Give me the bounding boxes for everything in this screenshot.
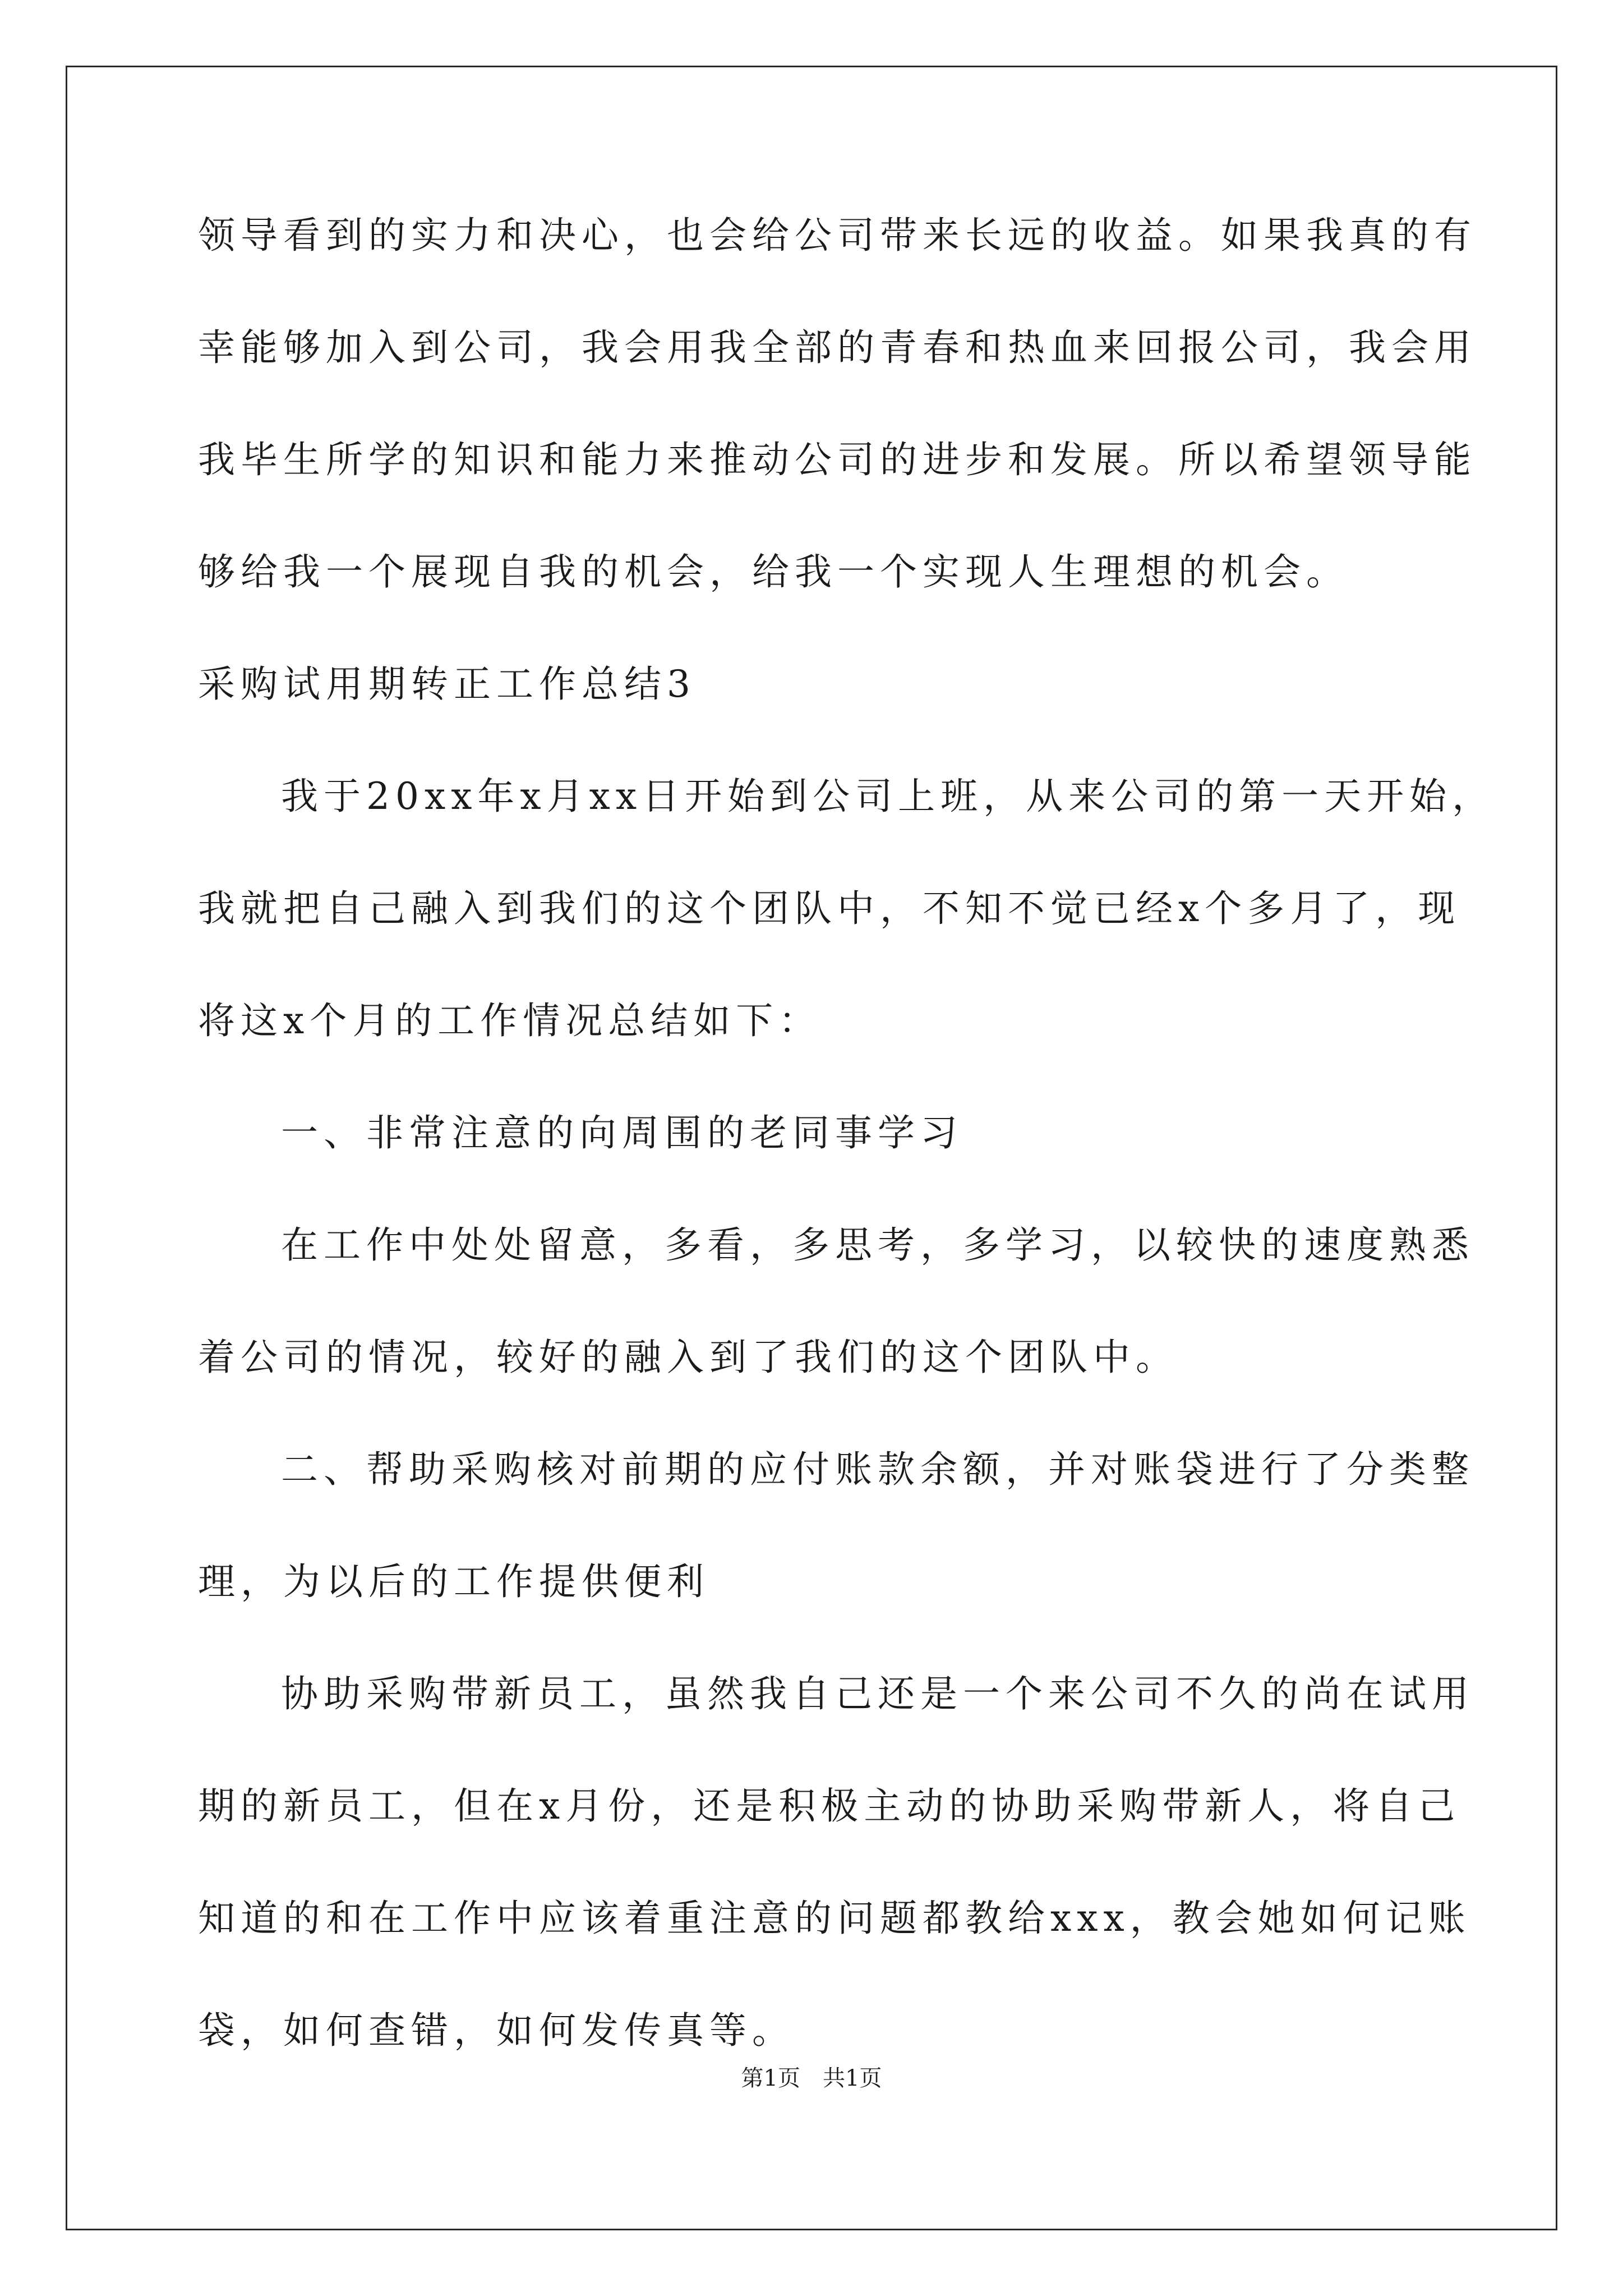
paragraph-line: 在工作中处处留意，多看，多思考，多学习，以较快的速度熟悉 (281, 1223, 1474, 1267)
paragraph-line: 够给我一个展现自我的机会，给我一个实现人生理想的机会。 (198, 550, 1349, 593)
paragraph-line: 幸能够加入到公司，我会用我全部的青春和热血来回报公司，我会用 (198, 326, 1477, 369)
paragraph-line: 我于20xx年x月xx日开始到公司上班，从来公司的第一天开始， (281, 775, 1495, 818)
paragraph-line: 将这x个月的工作情况总结如下： (198, 999, 822, 1042)
paragraph-line: 袋，如何查错，如何发传真等。 (198, 2009, 795, 2052)
subheading-line: 二、帮助采购核对前期的应付账款余额，并对账袋进行了分类整 (281, 1448, 1474, 1491)
paragraph-line: 领导看到的实力和决心，也会给公司带来长远的收益。如果我真的有 (198, 214, 1477, 257)
paragraph-line: 期的新员工，但在x月份，还是积极主动的协助采购带新人，将自己 (198, 1784, 1461, 1828)
paragraph-line: 知道的和在工作中应该着重注意的问题都教给xxx，教会她如何记账 (198, 1897, 1471, 1940)
section-heading: 采购试用期转正工作总结3 (198, 662, 696, 706)
page-footer: 第1页 共1页 (741, 2065, 882, 2091)
paragraph-line: 协助采购带新员工，虽然我自己还是一个来公司不久的尚在试用 (281, 1672, 1474, 1715)
paragraph-line: 着公司的情况，较好的融入到了我们的这个团队中。 (198, 1336, 1178, 1379)
subheading-line: 理，为以后的工作提供便利 (198, 1560, 709, 1603)
paragraph-line: 我就把自己融入到我们的这个团队中，不知不觉已经x个多月了，现 (198, 887, 1461, 930)
paragraph-line: 我毕生所学的知识和能力来推动公司的进步和发展。所以希望领导能 (198, 438, 1477, 481)
subheading-line: 一、非常注意的向周围的老同事学习 (281, 1111, 963, 1154)
